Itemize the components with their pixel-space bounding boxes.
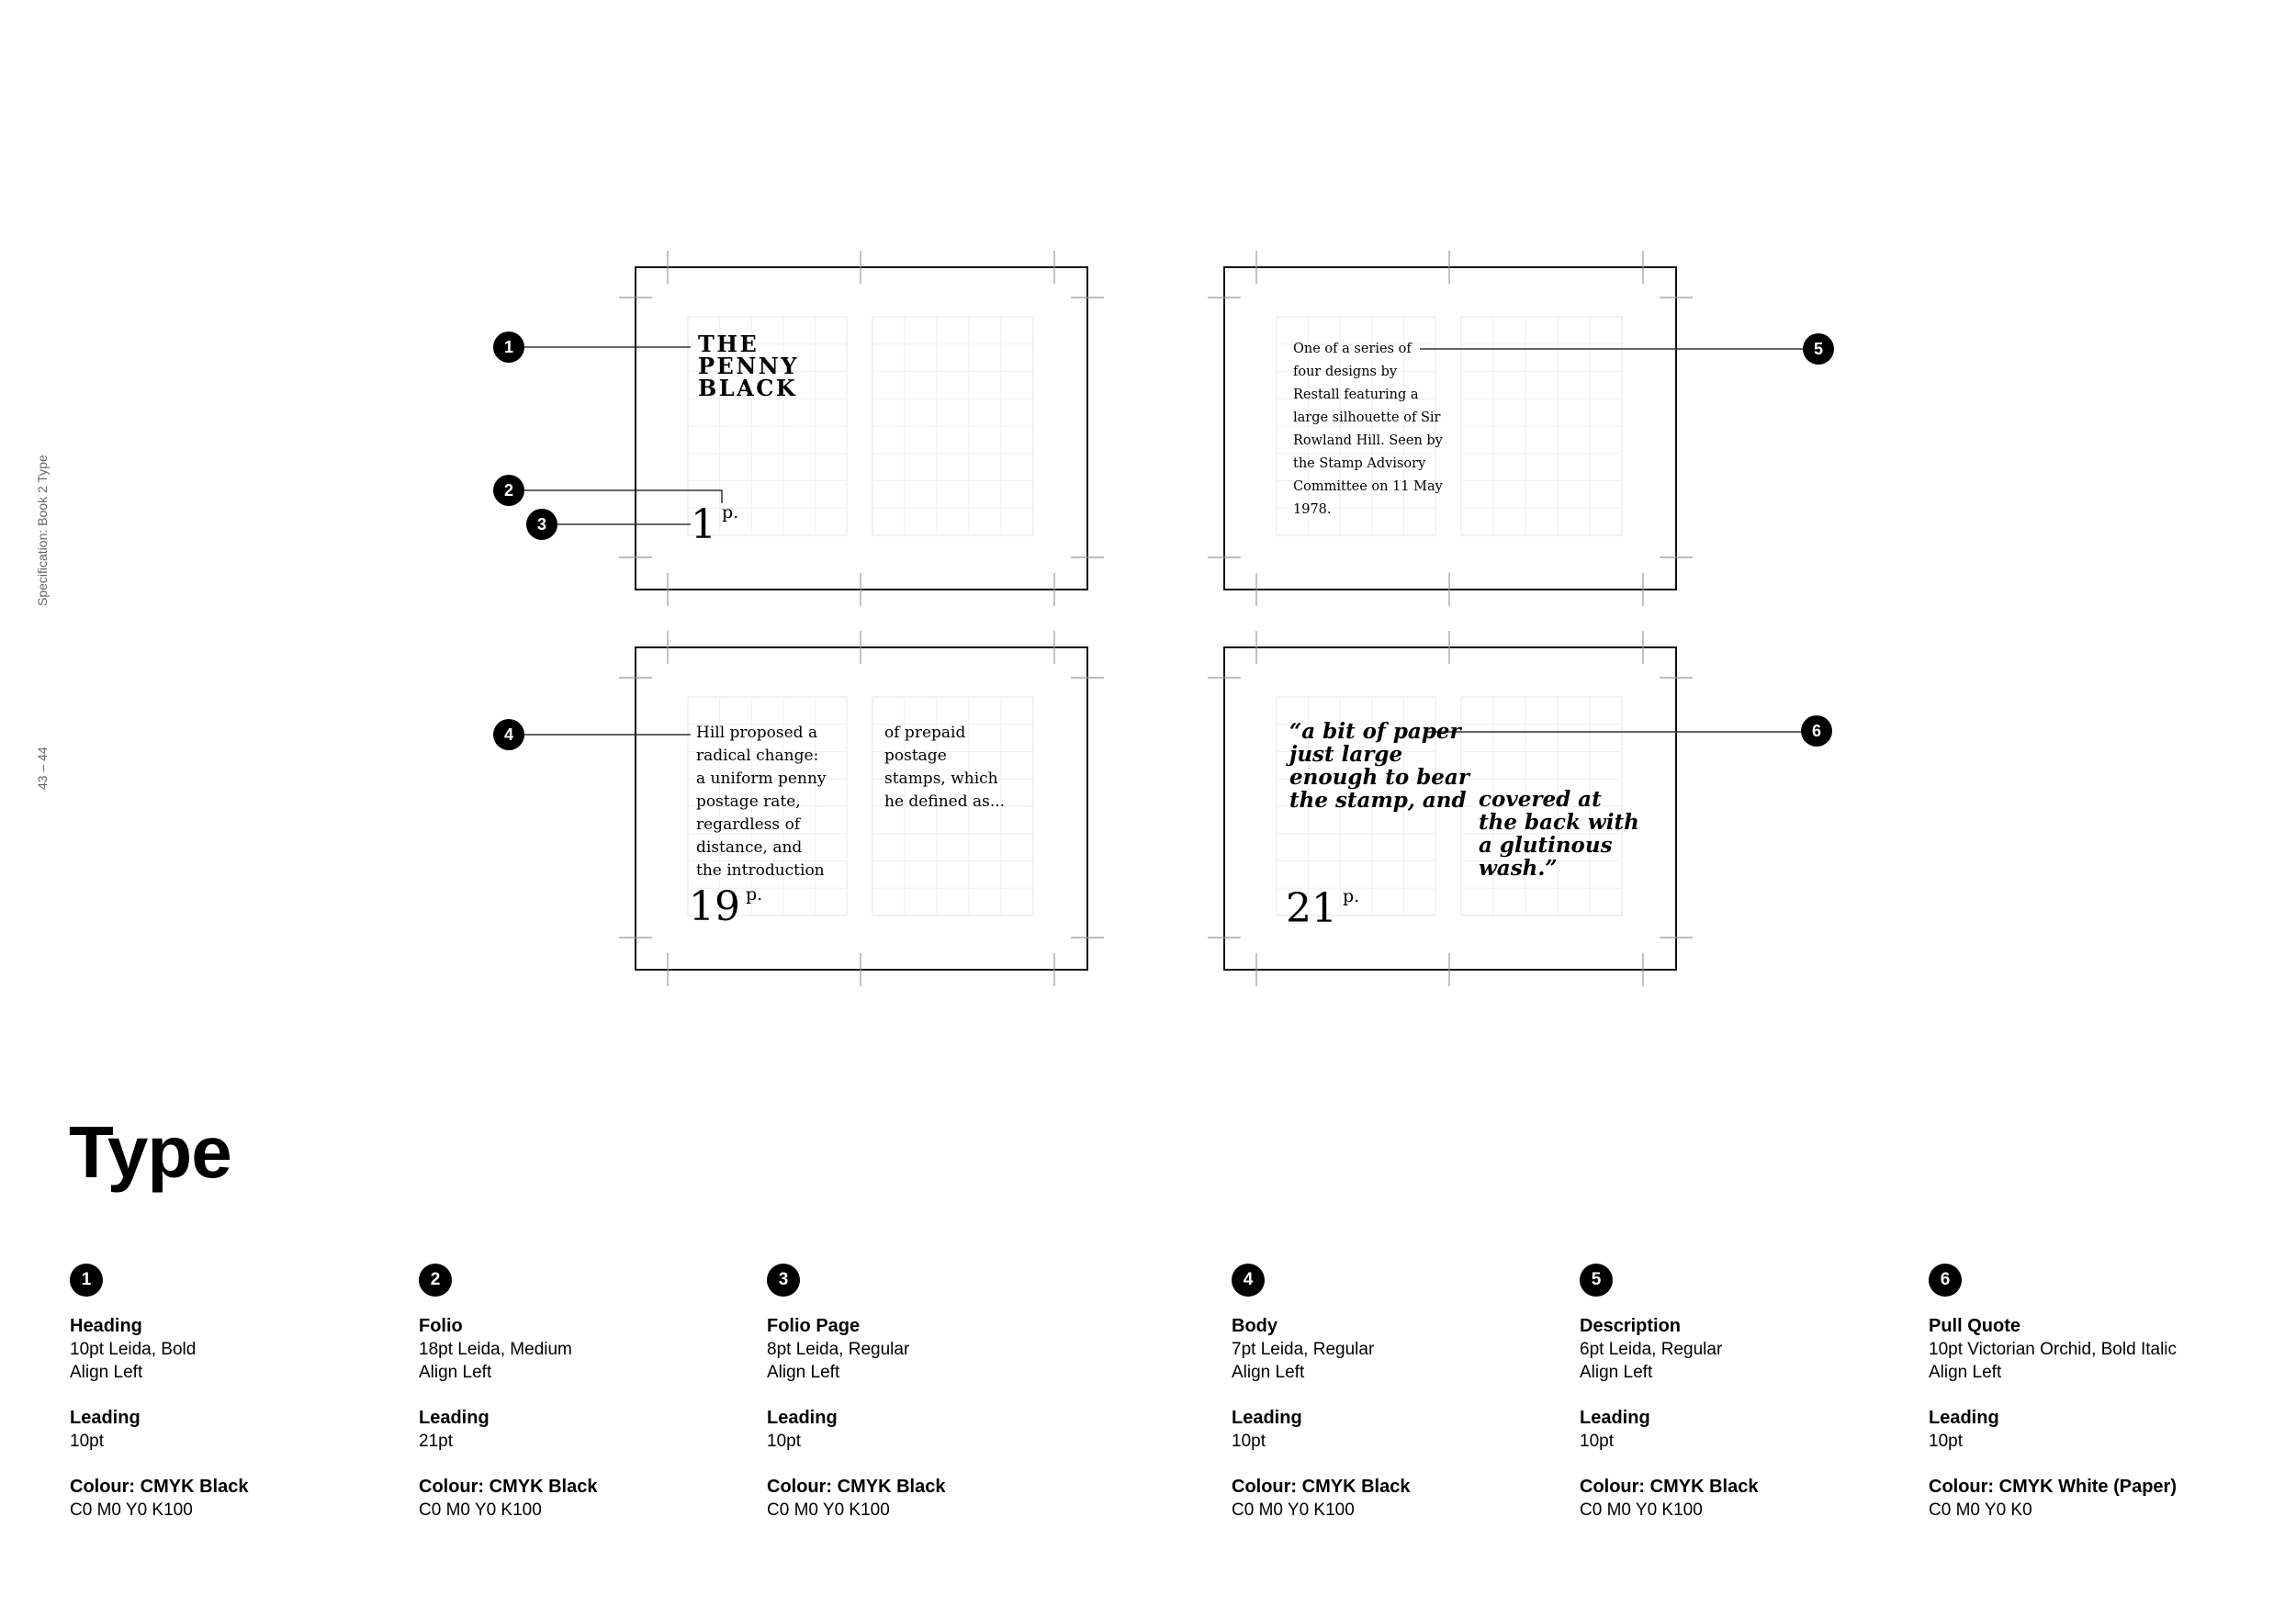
spec-name: Folio: [419, 1316, 463, 1336]
spec-colour-label: Colour: CMYK Black: [767, 1477, 946, 1497]
spec-align: Align Left: [1232, 1363, 1305, 1382]
spec-cmyk: C0 M0 Y0 K100: [767, 1500, 890, 1520]
spec-align: Align Left: [70, 1363, 143, 1382]
spec-leading-label: Leading: [1580, 1408, 1650, 1428]
folio-page-label: p.: [746, 884, 763, 905]
spec-cmyk: C0 M0 Y0 K0: [1929, 1500, 2032, 1520]
spec-font: 18pt Leida, Medium: [419, 1340, 572, 1359]
card3-body-col2: of prepaid postage stamps, which he defined as...: [884, 724, 1006, 811]
spec-number-badge: 6: [1929, 1264, 1962, 1297]
spec-name: Folio Page: [767, 1316, 861, 1336]
sidebar-page-numbers: 43 – 44: [35, 747, 50, 790]
callout-badge-2: 2: [493, 475, 524, 506]
card4-quote-col1: “a bit of paper just large enough to bear the stamp, and: [1289, 719, 1469, 813]
spec-leading: 10pt: [1929, 1432, 1963, 1451]
spec-folio-page: [767, 1264, 1070, 1522]
spec-leading: 10pt: [1580, 1432, 1614, 1451]
card3-body-col1: Hill proposed a radical change: a uniform penny postage rate, regardless of distance, and the introduction: [696, 724, 827, 880]
spec-description: [1580, 1264, 1883, 1522]
spec-number-badge: 5: [1580, 1264, 1613, 1297]
spec-cmyk: C0 M0 Y0 K100: [1580, 1500, 1703, 1520]
card-frame: [1224, 267, 1676, 590]
spec-leading: 21pt: [419, 1432, 453, 1451]
spec-number-badge: 2: [419, 1264, 452, 1297]
sidebar-section-label: Specification: Book 2 Type: [35, 455, 50, 606]
spec-leading-label: Leading: [767, 1408, 838, 1428]
callout-badge-4: 4: [493, 719, 524, 750]
spec-align: Align Left: [419, 1363, 492, 1382]
spec-heading: [70, 1264, 373, 1522]
spec-number-badge: 4: [1232, 1264, 1265, 1297]
spec-number-badge: 1: [70, 1264, 103, 1297]
spec-colour-label: Colour: CMYK White (Paper): [1929, 1477, 2177, 1497]
card2-description: One of a series of four designs by Restall featuring a large silhouette of Sir Rowland Hill. Seen by the Stamp Advisory Committee on 11 May 1978.: [1293, 342, 1443, 517]
spec-colour-label: Colour: CMYK Black: [419, 1477, 598, 1497]
spec-leading-label: Leading: [1232, 1408, 1302, 1428]
spec-font: 10pt Victorian Orchid, Bold Italic: [1929, 1340, 2178, 1359]
callout-badge-1: 1: [493, 332, 524, 363]
spec-leading: 10pt: [767, 1432, 801, 1451]
card1-heading: THE PENNY BLACK: [698, 331, 799, 401]
spec-name: Description: [1580, 1316, 1682, 1336]
card1-folio: [691, 501, 739, 553]
spec-font: 7pt Leida, Regular: [1232, 1340, 1375, 1359]
spec-colour-label: Colour: CMYK Black: [70, 1477, 249, 1497]
callout-badge-3: 3: [526, 509, 557, 540]
spec-leading-label: Leading: [1929, 1408, 1999, 1428]
folio-number: 1: [691, 501, 716, 548]
spec-name: Pull Quote: [1929, 1316, 2020, 1336]
spec-colour-label: Colour: CMYK Black: [1232, 1477, 1411, 1497]
spec-colour-label: Colour: CMYK Black: [1580, 1477, 1759, 1497]
spec-leading-label: Leading: [70, 1408, 141, 1428]
spec-leading-label: Leading: [419, 1408, 490, 1428]
spec-align: Align Left: [1580, 1363, 1653, 1382]
spec-cmyk: C0 M0 Y0 K100: [70, 1500, 193, 1520]
spec-pull-quote: [1929, 1264, 2278, 1522]
spec-name: Heading: [70, 1316, 142, 1336]
spec-leading: 10pt: [1232, 1432, 1266, 1451]
spec-font: 10pt Leida, Bold: [70, 1340, 197, 1359]
spec-folio: [419, 1264, 722, 1522]
folio-page-label: p.: [1343, 886, 1360, 906]
spec-leading: 10pt: [70, 1432, 104, 1451]
folio-number: 21: [1286, 885, 1337, 932]
card4-quote-col2: covered at the back with a glutinous wash.”: [1479, 787, 1639, 881]
spec-font: 6pt Leida, Regular: [1580, 1340, 1723, 1359]
spec-cmyk: C0 M0 Y0 K100: [419, 1500, 542, 1520]
spec-number-badge: 3: [767, 1264, 800, 1297]
spec-align: Align Left: [767, 1363, 840, 1382]
card4-folio: [1286, 885, 1360, 937]
spec-align: Align Left: [1929, 1363, 2002, 1382]
page-title: Type: [69, 1111, 231, 1193]
callout-badge-5: 5: [1803, 333, 1834, 365]
spec-body: [1232, 1264, 1535, 1522]
spec-name: Body: [1232, 1316, 1277, 1336]
callout-badge-6: 6: [1801, 715, 1832, 747]
spec-cmyk: C0 M0 Y0 K100: [1232, 1500, 1355, 1520]
folio-page-label: p.: [722, 502, 739, 523]
card3-folio: [689, 883, 763, 935]
spec-font: 8pt Leida, Regular: [767, 1340, 910, 1359]
folio-number: 19: [689, 883, 740, 930]
